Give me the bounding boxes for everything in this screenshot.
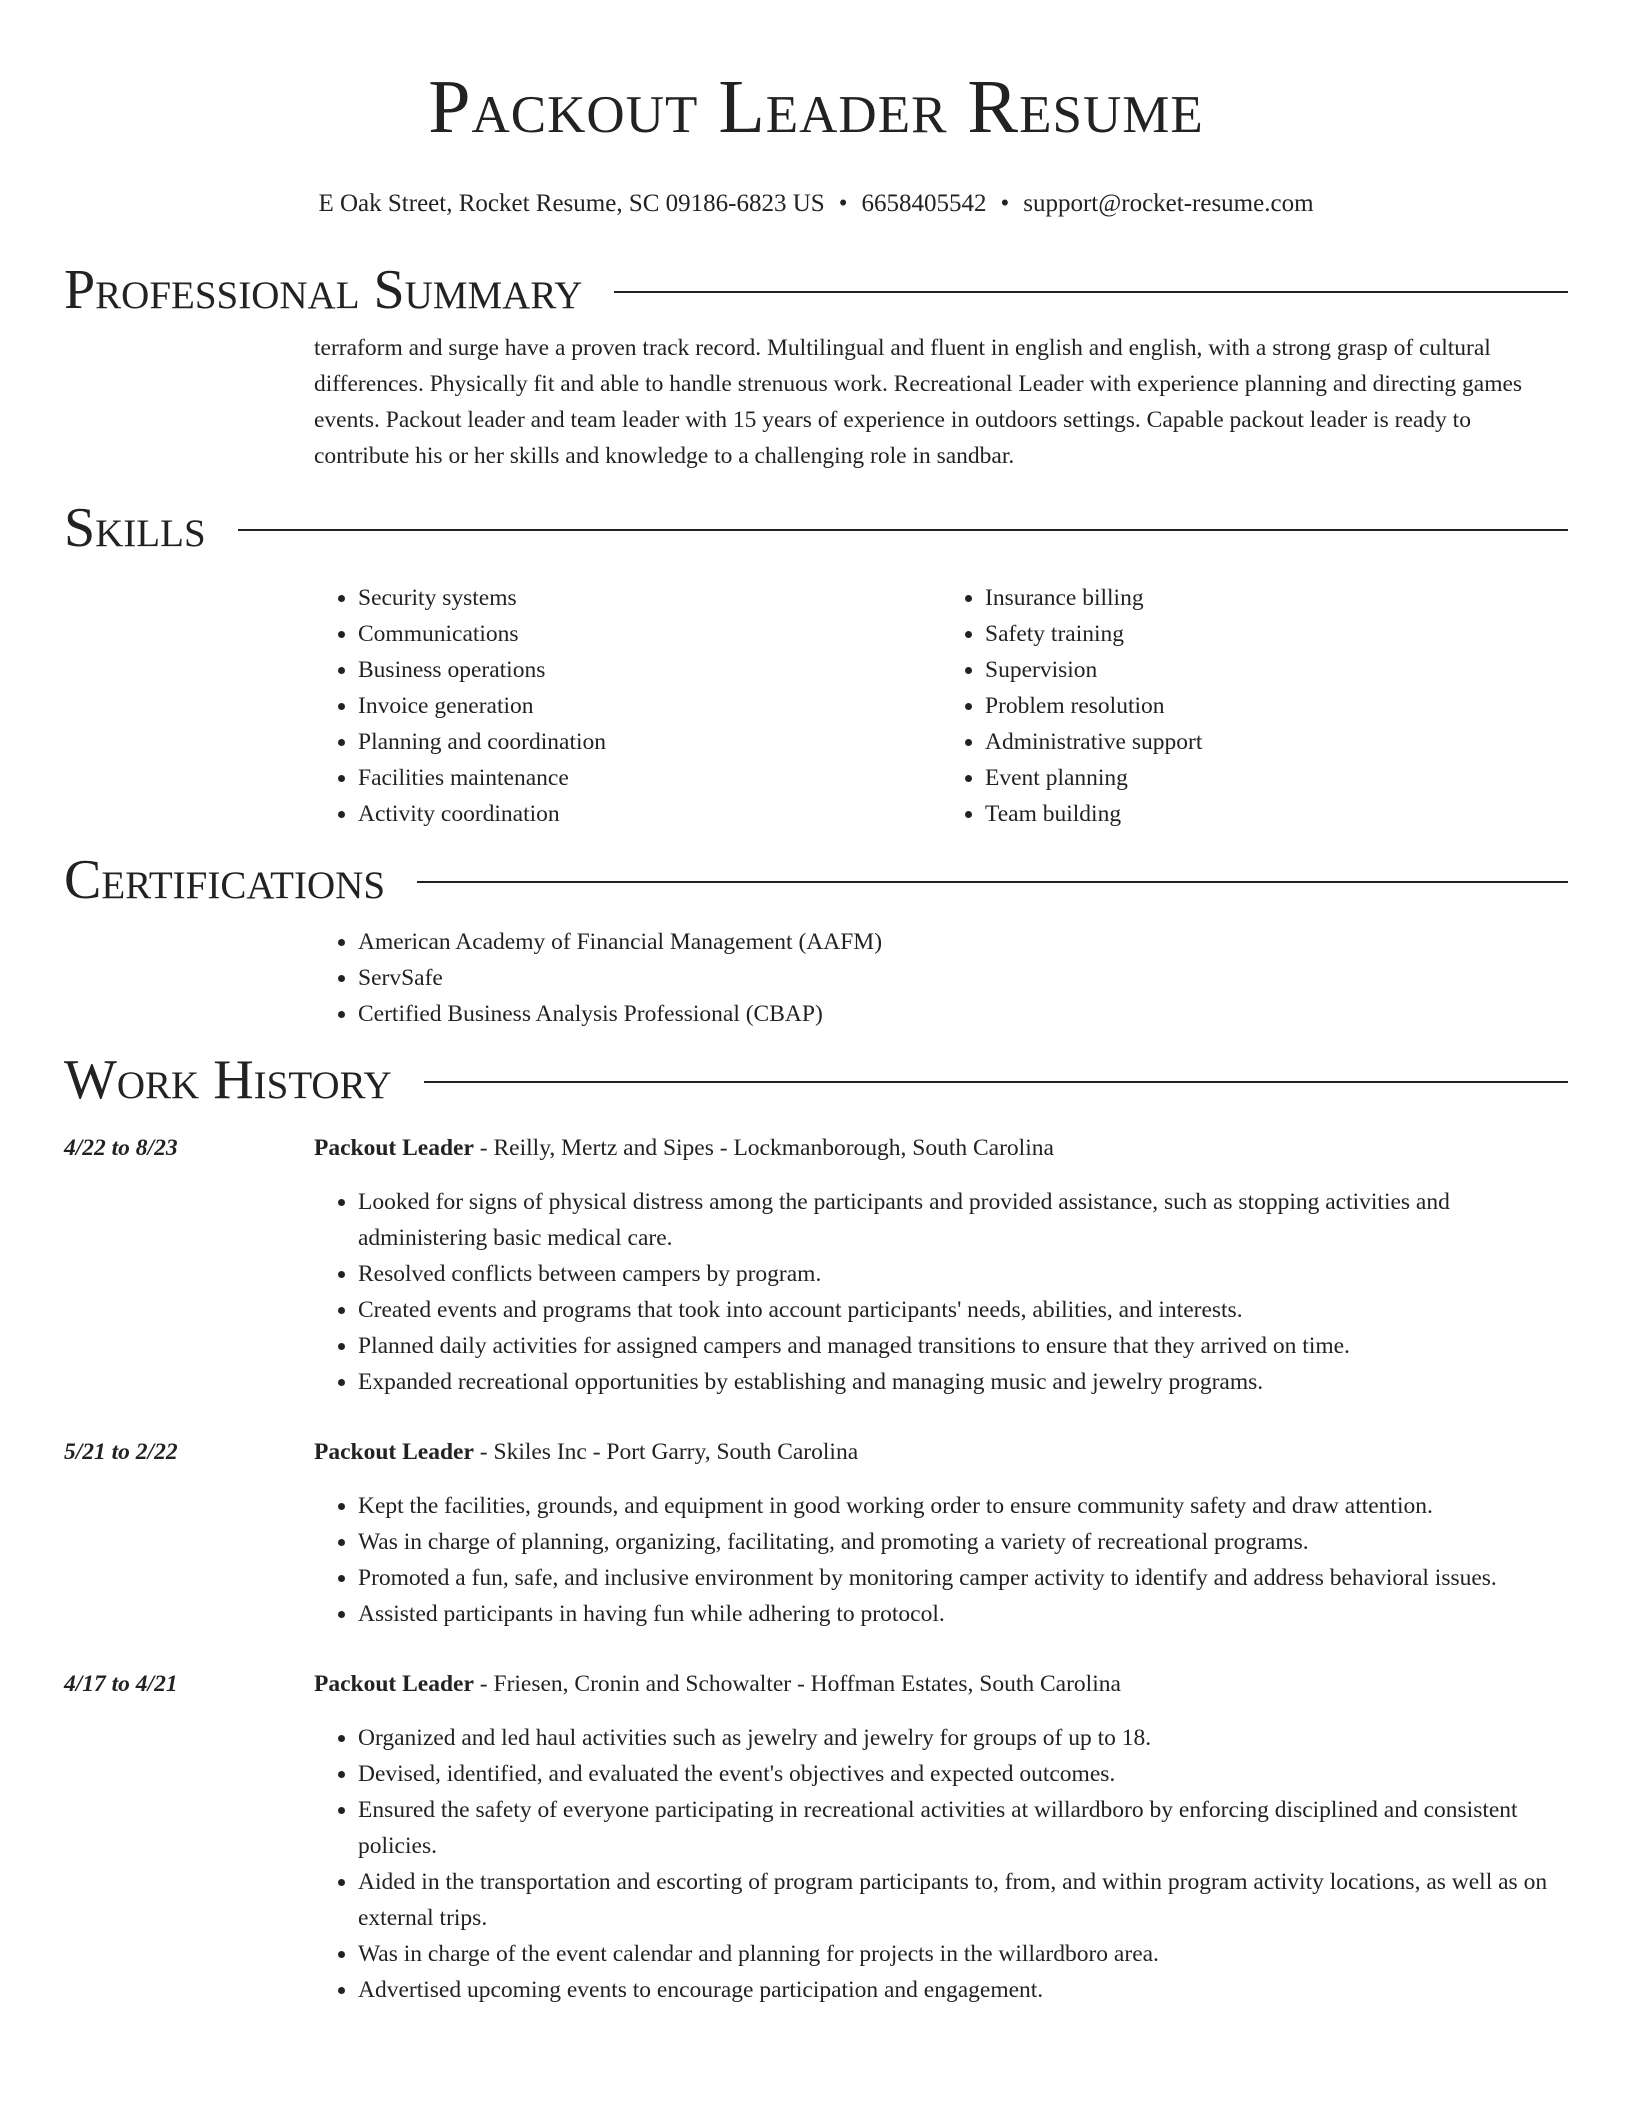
job-bullet: • Assisted participants in having fun while adhering to protocol. xyxy=(358,1596,1568,1632)
certifications-list xyxy=(314,924,1568,1032)
job-bullets xyxy=(314,1184,1568,1400)
skill-item: • Business operations xyxy=(358,652,941,688)
skill-item: • Planning and coordination xyxy=(358,724,941,760)
skill-item: • Administrative support xyxy=(985,724,1568,760)
skill-item: • Event planning xyxy=(985,760,1568,796)
skill-item: • Insurance billing xyxy=(985,580,1568,616)
address: E Oak Street, Rocket Resume, SC 09186-6823 US xyxy=(318,190,825,217)
skill-item: • Facilities maintenance xyxy=(358,760,941,796)
job-bullet: • Ensured the safety of everyone participating in recreational activities at willardboro by enforcing disciplined and consistent policies. xyxy=(358,1792,1568,1864)
job-content xyxy=(314,1434,1568,1632)
skill-item: • Team building xyxy=(985,796,1568,832)
job-entry xyxy=(64,1434,1568,1632)
job-dates: 4/17 to 4/21 xyxy=(64,1671,178,1697)
certification-item: • American Academy of Financial Management (AAFM) xyxy=(358,924,1568,960)
work-history-header xyxy=(64,1048,1568,1112)
job-employer: - Skiles Inc - Port Garry, South Carolina xyxy=(473,1439,859,1465)
job-entry xyxy=(64,1130,1568,1400)
skills-heading: Skills xyxy=(64,497,206,559)
contact-line xyxy=(64,188,1568,220)
job-title: Packout Leader xyxy=(314,1439,474,1465)
job-bullet: • Organized and led haul activities such as jewelry and jewelry for groups of up to 18. xyxy=(358,1720,1568,1756)
section-divider xyxy=(417,881,1568,883)
job-bullet: • Promoted a fun, safe, and inclusive environment by monitoring camper activity to identify and address behavioral issues. xyxy=(358,1560,1568,1596)
email: support@rocket-resume.com xyxy=(1023,190,1314,217)
phone: 6658405542 xyxy=(861,190,987,217)
resume-title: Packout Leader Resume xyxy=(428,65,1204,149)
skill-item: • Activity coordination xyxy=(358,796,941,832)
skills-list xyxy=(314,580,1568,832)
separator-dot: • xyxy=(838,190,848,217)
job-title: Packout Leader xyxy=(314,1135,474,1161)
certifications-header xyxy=(64,848,1568,912)
job-content xyxy=(314,1130,1568,1400)
job-bullet: • Devised, identified, and evaluated the event's objectives and expected outcomes. xyxy=(358,1756,1568,1792)
work-history-heading: Work History xyxy=(64,1049,392,1111)
separator-dot: • xyxy=(1000,190,1010,217)
skills-header xyxy=(64,496,1568,560)
certification-item: • Certified Business Analysis Professional (CBAP) xyxy=(358,996,1568,1032)
skills-column-left xyxy=(314,580,941,832)
job-content xyxy=(314,1666,1568,2008)
summary-text: terraform and surge have a proven track record. Multilingual and fluent in english and english, with a strong grasp of cultural differences. Physically fit and able to handle strenuous work. Recreational Leader with experience planning and directing games events. Packout leader and team leader with 15 years of experience in outdoors settings. Capable packout leader is ready to contribute his or her skills and knowledge to a challenging role in sandbar. xyxy=(314,335,1523,469)
section-divider xyxy=(238,529,1568,531)
certifications-heading: Certifications xyxy=(64,849,386,911)
skill-item: • Security systems xyxy=(358,580,941,616)
job-entry xyxy=(64,1666,1568,2008)
job-employer: - Reilly, Mertz and Sipes - Lockmanborough, South Carolina xyxy=(473,1135,1054,1161)
skill-item: • Communications xyxy=(358,616,941,652)
job-dates: 4/22 to 8/23 xyxy=(64,1135,178,1161)
job-bullet: • Created events and programs that took into account participants' needs, abilities, and interests. xyxy=(358,1292,1568,1328)
job-title-line xyxy=(314,1130,1568,1166)
section-divider xyxy=(614,291,1568,293)
job-bullet: • Expanded recreational opportunities by establishing and managing music and jewelry programs. xyxy=(358,1364,1568,1400)
job-bullet: • Kept the facilities, grounds, and equipment in good working order to ensure community safety and draw attention. xyxy=(358,1488,1568,1524)
job-bullet: • Looked for signs of physical distress among the participants and provided assistance, such as stopping activities and administering basic medical care. xyxy=(358,1184,1568,1256)
certifications-bullets xyxy=(314,924,1568,1032)
job-bullets xyxy=(314,1488,1568,1632)
skills-column-right xyxy=(941,580,1568,832)
summary-heading: Professional Summary xyxy=(64,259,583,321)
job-bullet: • Was in charge of the event calendar and planning for projects in the willardboro area. xyxy=(358,1936,1568,1972)
job-employer: - Friesen, Cronin and Schowalter - Hoffman Estates, South Carolina xyxy=(473,1671,1121,1697)
job-bullet: • Was in charge of planning, organizing, facilitating, and promoting a variety of recreational programs. xyxy=(358,1524,1568,1560)
skill-item: • Safety training xyxy=(985,616,1568,652)
job-bullet: • Resolved conflicts between campers by program. xyxy=(358,1256,1568,1292)
job-dates: 5/21 to 2/22 xyxy=(64,1439,178,1465)
job-bullet: • Aided in the transportation and escorting of program participants to, from, and within program activity locations, as well as on external trips. xyxy=(358,1864,1568,1936)
skill-item: • Problem resolution xyxy=(985,688,1568,724)
skill-item: • Invoice generation xyxy=(358,688,941,724)
job-bullet: • Planned daily activities for assigned campers and managed transitions to ensure that they arrived on time. xyxy=(358,1328,1568,1364)
job-title-line xyxy=(314,1434,1568,1470)
skill-item: • Supervision xyxy=(985,652,1568,688)
certification-item: • ServSafe xyxy=(358,960,1568,996)
job-title: Packout Leader xyxy=(314,1671,474,1697)
section-divider xyxy=(424,1081,1568,1083)
job-title-line xyxy=(314,1666,1568,1702)
job-bullet: • Advertised upcoming events to encourage participation and engagement. xyxy=(358,1972,1568,2008)
summary-header xyxy=(64,258,1568,322)
job-bullets xyxy=(314,1720,1568,2008)
